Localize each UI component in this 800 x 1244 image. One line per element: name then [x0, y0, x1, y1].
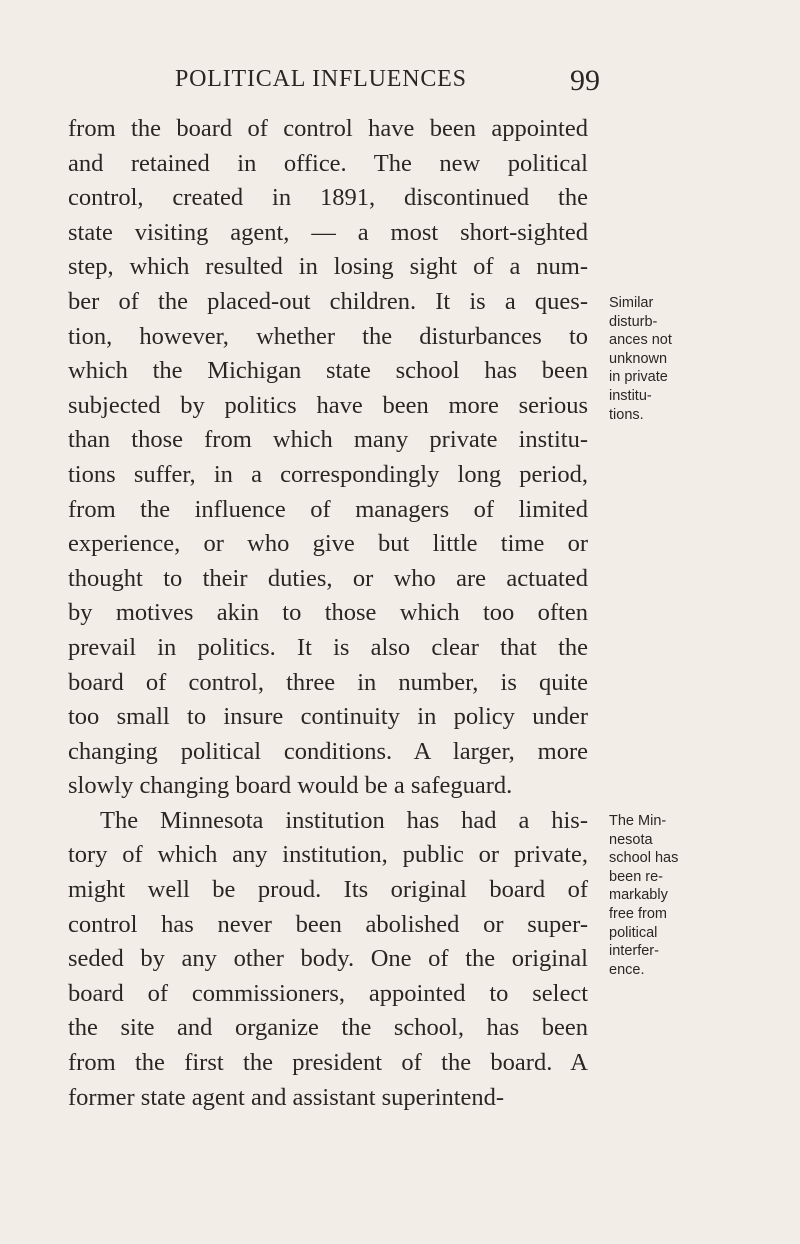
text-line: and retained in office. The new political [68, 149, 588, 177]
text-line: tion, however, whether the disturbances to [68, 322, 588, 350]
text-line: The Minnesota institution has had a his- [100, 806, 588, 834]
text-line: which the Michigan state school has been [68, 357, 588, 385]
text-line: ber of the placed-out children. It is a ques- [68, 287, 588, 315]
margin-note-similar-disturbances [609, 294, 672, 424]
text-line: than those from which many private institu- [68, 426, 588, 454]
page-header [155, 64, 600, 98]
text-line: from the influence of managers of limited [68, 495, 588, 523]
margin-note-line: disturb- [609, 313, 658, 330]
margin-note-line: markably [609, 887, 668, 904]
running-head: POLITICAL INFLUENCES [175, 66, 467, 92]
margin-note-minnesota-school [609, 812, 678, 979]
text-line: prevail in politics. It is also clear that the [68, 633, 588, 661]
margin-note-line: tions. [609, 406, 644, 423]
margin-note-line: The Min- [609, 813, 667, 829]
text-line: slowly changing board would be a safeguard. [68, 772, 513, 800]
text-line: tory of which any institution, public or private, [68, 841, 588, 869]
body-text [68, 112, 588, 1115]
text-line: might well be proud. Its original board of [68, 876, 588, 904]
page-number: 99 [570, 64, 600, 97]
text-line: thought to their duties, or who are actuated [68, 564, 588, 592]
margin-note-line: been re- [609, 868, 664, 885]
text-line: by motives akin to those which too often [68, 599, 588, 627]
margin-note-line: interfer- [609, 943, 659, 960]
text-line: state visiting agent, — a most short-sighted [68, 218, 588, 246]
margin-note-line: ence. [609, 961, 645, 978]
text-line: control has never been abolished or super- [68, 910, 588, 938]
margin-note-line: ances not [609, 332, 672, 349]
margin-note-line: free from [609, 905, 668, 922]
text-line: changing political conditions. A larger, more [68, 737, 588, 765]
text-line: from the first the president of the board. A [68, 1049, 588, 1077]
text-line: board of commissioners, appointed to select [68, 979, 588, 1007]
text-line: control, created in 1891, discontinued the [68, 184, 588, 212]
text-line: subjected by politics have been more serious [68, 391, 588, 419]
margin-note-line: in private [609, 369, 668, 386]
text-line: step, which resulted in losing sight of a num- [68, 253, 588, 281]
text-line: from the board of control have been appointed [68, 115, 588, 142]
margin-note-line: school has [609, 850, 679, 867]
margin-note-line: unknown [609, 350, 668, 367]
text-line: former state agent and assistant superintend- [68, 1083, 505, 1111]
text-line: seded by any other body. One of the original [68, 945, 588, 973]
text-line: board of control, three in number, is quite [68, 668, 588, 696]
margin-note-line: political [609, 924, 658, 941]
text-line: tions suffer, in a correspondingly long period, [68, 460, 588, 488]
text-line: the site and organize the school, has been [68, 1014, 588, 1042]
margin-note-line: nesota [609, 831, 653, 848]
text-line: experience, or who give but little time or [68, 530, 588, 558]
text-line: too small to insure continuity in policy under [68, 703, 588, 731]
margin-note-line: institu- [609, 387, 652, 404]
margin-note-line: Similar [609, 295, 654, 311]
